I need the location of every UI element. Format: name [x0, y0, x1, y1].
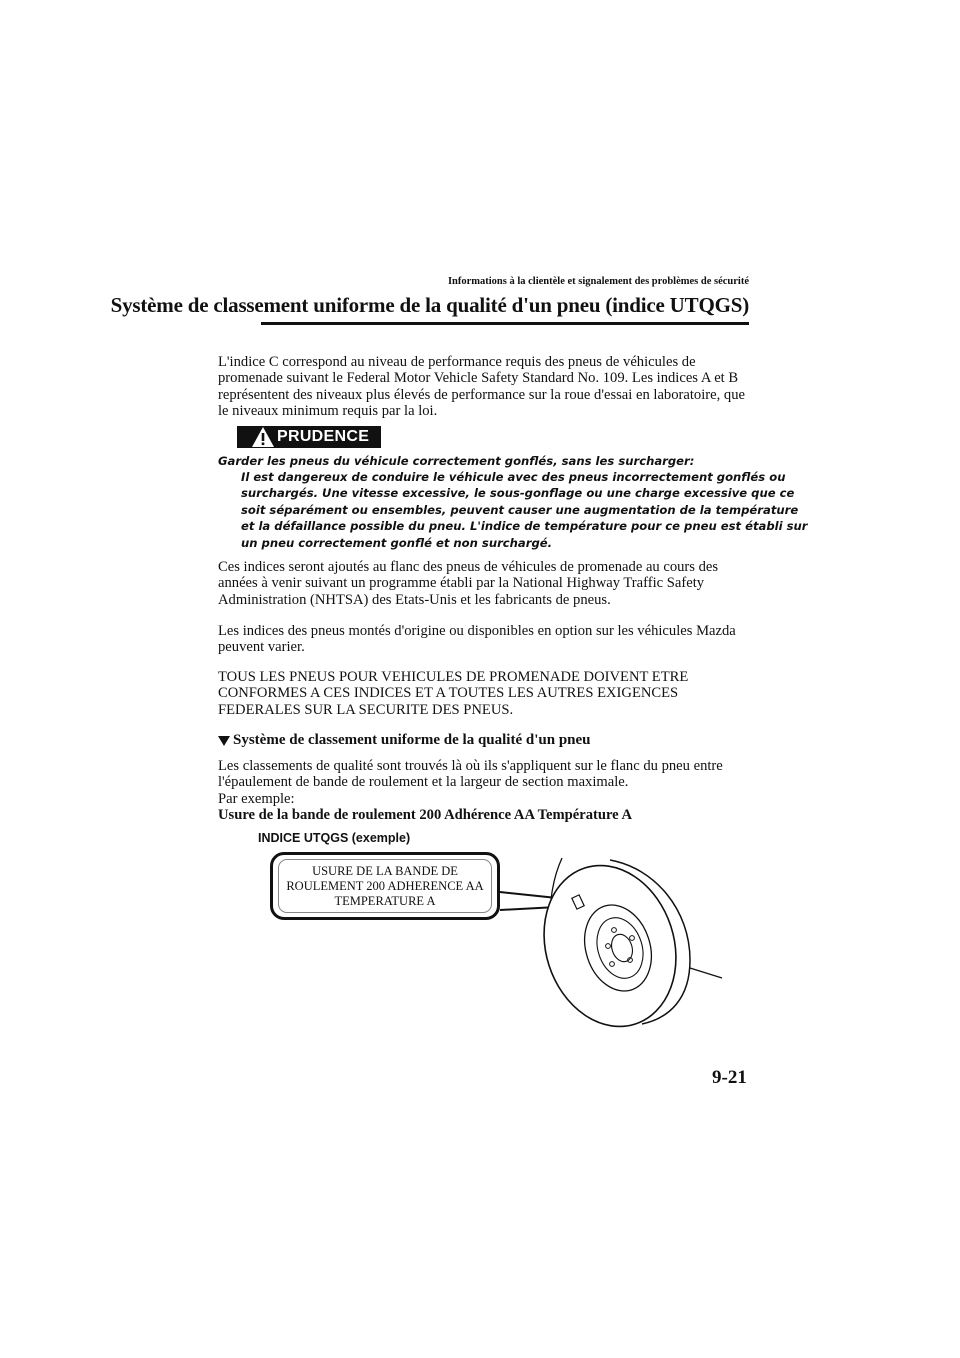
text-line: FEDERALES SUR LA SECURITE DES PNEUS.	[218, 701, 514, 718]
down-triangle-icon	[218, 735, 230, 747]
text-line: CONFORMES A CES INDICES ET A TOUTES LES AUTRES EXIGENCES	[218, 685, 679, 702]
caution-badge	[237, 426, 381, 448]
figure-caption: INDICE UTQGS (exemple)	[258, 831, 411, 845]
text-line: un pneu correctement gonflé et non surchargé.	[241, 535, 553, 550]
body-paragraph	[218, 623, 758, 656]
caution-body	[241, 469, 807, 551]
body-paragraph	[218, 669, 758, 718]
utqgs-label-text	[278, 859, 492, 913]
text-line: L'indice C correspond au niveau de performance requis des pneus de véhicules de	[218, 354, 696, 370]
example-line: Usure de la bande de roulement 200 Adhérence AA Température A	[218, 807, 633, 824]
text-line: peuvent varier.	[218, 639, 305, 656]
page-number: 9-21	[712, 1067, 747, 1088]
subsection-heading	[218, 732, 591, 749]
text-line: ROULEMENT 200 ADHERENCE AA	[286, 879, 484, 893]
text-line: promenade suivant le Federal Motor Vehicle Safety Standard No. 109. Les indices A et B	[218, 370, 739, 387]
text-line: surchargés. Une vitesse excessive, le sous-gonflage ou une charge excessive que ce	[241, 486, 795, 501]
text-line: TEMPERATURE A	[334, 894, 436, 908]
text-line: Par exemple:	[218, 790, 295, 807]
text-line: Les indices des pneus montés d'origine ou disponibles en option sur les véhicules Mazda	[218, 623, 736, 639]
text-line: l'épaulement de bande de roulement et la largeur de section maximale.	[218, 774, 629, 791]
text-line: représentent des niveaux plus élevés de performance sur la roue d'essai en laboratoire, que	[218, 386, 745, 403]
text-line: le niveaux minimum requis par la loi.	[218, 403, 438, 420]
subsection-title: Système de classement uniforme de la qualité d'un pneu	[233, 732, 591, 748]
page-title: Système de classement uniforme de la qualité d'un pneu (indice UTQGS)	[110, 293, 749, 317]
text-line: Administration (NHTSA) des Etats-Unis et les fabricants de pneus.	[218, 591, 611, 608]
body-paragraph	[218, 559, 758, 608]
text-line: Il est dangereux de conduire le véhicule avec des pneus incorrectement gonflés ou	[241, 470, 786, 484]
text-line: TOUS LES PNEUS POUR VEHICULES DE PROMENADE DOIVENT ETRE	[218, 669, 689, 685]
text-line: USURE DE LA BANDE DE	[312, 864, 458, 878]
text-line: soit séparément ou ensembles, peuvent causer une augmentation de la température	[241, 502, 799, 517]
text-line: Les classements de qualité sont trouvés là où ils s'appliquent sur le flanc du pneu entre	[218, 758, 723, 774]
subsection-body	[218, 758, 758, 824]
section-header: Informations à la clientèle et signalement des problèmes de sécurité	[447, 276, 749, 287]
warning-triangle-icon	[251, 426, 275, 448]
header-divider	[261, 322, 749, 325]
utqgs-label-callout	[270, 852, 500, 920]
caution-label: PRUDENCE	[277, 428, 370, 445]
tire-illustration	[490, 850, 730, 1030]
caution-heading: Garder les pneus du véhicule correctement gonflés, sans les surcharger:	[218, 454, 695, 468]
intro-paragraph	[218, 354, 758, 420]
text-line: Ces indices seront ajoutés au flanc des pneus de véhicules de promenade au cours des	[218, 559, 719, 575]
text-line: et la défaillance possible du pneu. L'indice de température pour ce pneu est établi sur	[241, 519, 808, 534]
text-line: années à venir suivant un programme établi par la National Highway Traffic Safety	[218, 575, 705, 592]
